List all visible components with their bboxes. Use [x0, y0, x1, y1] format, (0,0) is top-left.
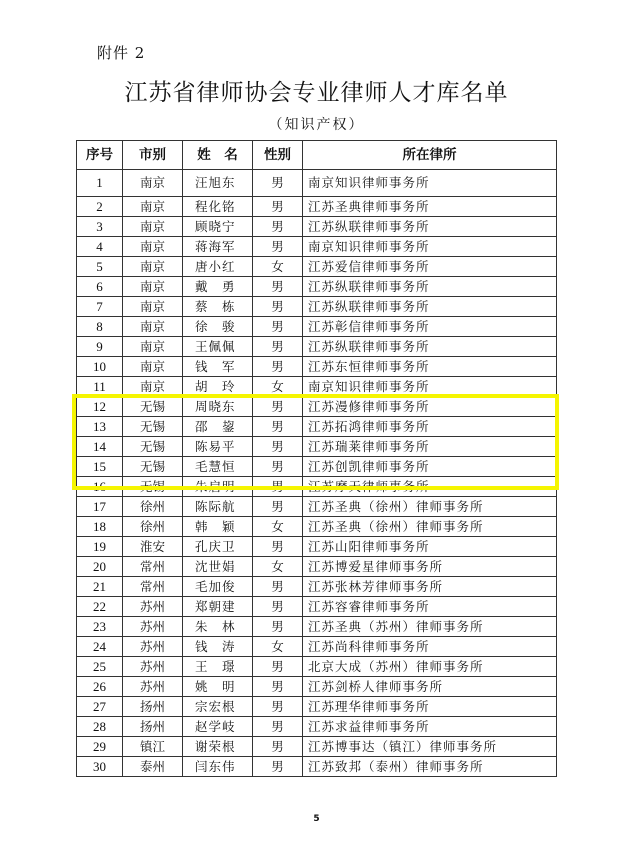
table-row [77, 297, 557, 317]
table-row [77, 417, 557, 437]
name-cell: 王佩佩 [183, 337, 253, 357]
city-cell: 无锡 [123, 397, 183, 417]
row-number: 29 [77, 737, 123, 757]
table-row [77, 757, 557, 777]
row-number: 24 [77, 637, 123, 657]
name-cell: 姚 明 [183, 677, 253, 697]
table-row [77, 557, 557, 577]
row-number: 22 [77, 597, 123, 617]
table-row [77, 170, 557, 197]
name-cell: 陈易平 [183, 437, 253, 457]
city-cell: 无锡 [123, 477, 183, 497]
law-firm-cell: 江苏求益律师事务所 [303, 717, 557, 737]
city-cell: 苏州 [123, 637, 183, 657]
row-number: 4 [77, 237, 123, 257]
city-cell: 徐州 [123, 517, 183, 537]
document-title: 江苏省律师协会专业律师人才库名单 [124, 80, 509, 106]
row-number: 1 [77, 170, 123, 197]
name-cell: 毛慧恒 [183, 457, 253, 477]
row-number: 14 [77, 437, 123, 457]
name-cell: 钱 涛 [183, 637, 253, 657]
table-body [77, 170, 557, 777]
city-cell: 南京 [123, 237, 183, 257]
law-firm-cell: 江苏彰信律师事务所 [303, 317, 557, 337]
row-number: 12 [77, 397, 123, 417]
law-firm-cell: 江苏纵联律师事务所 [303, 337, 557, 357]
table-row [77, 277, 557, 297]
gender-cell: 男 [253, 717, 303, 737]
law-firm-cell: 江苏山阳律师事务所 [303, 537, 557, 557]
law-firm-cell: 江苏尚科律师事务所 [303, 637, 557, 657]
table-row [77, 217, 557, 237]
row-number: 6 [77, 277, 123, 297]
header-city: 市别 [123, 141, 183, 170]
gender-cell: 男 [253, 577, 303, 597]
city-cell: 徐州 [123, 497, 183, 517]
row-number: 20 [77, 557, 123, 577]
city-cell: 南京 [123, 170, 183, 197]
row-number: 10 [77, 357, 123, 377]
row-number: 15 [77, 457, 123, 477]
header-law-firm: 所在律所 [303, 141, 557, 170]
city-cell: 常州 [123, 577, 183, 597]
city-cell: 扬州 [123, 697, 183, 717]
gender-cell: 男 [253, 337, 303, 357]
city-cell: 南京 [123, 317, 183, 337]
row-number: 16 [77, 477, 123, 497]
name-cell: 韩 颖 [183, 517, 253, 537]
gender-cell: 女 [253, 377, 303, 397]
law-firm-cell: 江苏博爱星律师事务所 [303, 557, 557, 577]
gender-cell: 男 [253, 317, 303, 337]
law-firm-cell: 江苏容睿律师事务所 [303, 597, 557, 617]
law-firm-cell: 南京知识律师事务所 [303, 170, 557, 197]
table-row [77, 357, 557, 377]
table-row [77, 697, 557, 717]
city-cell: 扬州 [123, 717, 183, 737]
city-cell: 苏州 [123, 657, 183, 677]
table-row [77, 517, 557, 537]
law-firm-cell: 江苏摩天律师事务所 [303, 477, 557, 497]
law-firm-cell: 江苏纵联律师事务所 [303, 277, 557, 297]
row-number: 9 [77, 337, 123, 357]
city-cell: 苏州 [123, 617, 183, 637]
name-cell: 闫东伟 [183, 757, 253, 777]
row-number: 25 [77, 657, 123, 677]
gender-cell: 男 [253, 277, 303, 297]
city-cell: 南京 [123, 217, 183, 237]
table-row [77, 597, 557, 617]
table-row [77, 717, 557, 737]
law-firm-cell: 北京大成（苏州）律师事务所 [303, 657, 557, 677]
gender-cell: 男 [253, 497, 303, 517]
row-number: 21 [77, 577, 123, 597]
gender-cell: 男 [253, 457, 303, 477]
header-number: 序号 [77, 141, 123, 170]
gender-cell: 男 [253, 537, 303, 557]
name-cell: 蔡 栋 [183, 297, 253, 317]
table-row [77, 637, 557, 657]
table-row [77, 737, 557, 757]
name-cell: 谢荣根 [183, 737, 253, 757]
city-cell: 淮安 [123, 537, 183, 557]
gender-cell: 男 [253, 170, 303, 197]
table-row [77, 577, 557, 597]
row-number: 8 [77, 317, 123, 337]
name-cell: 沈世娟 [183, 557, 253, 577]
name-cell: 钱 军 [183, 357, 253, 377]
name-cell: 顾晓宁 [183, 217, 253, 237]
row-number: 13 [77, 417, 123, 437]
row-number: 5 [77, 257, 123, 277]
gender-cell: 男 [253, 437, 303, 457]
name-cell: 郑朝建 [183, 597, 253, 617]
table-row [77, 197, 557, 217]
table-row [77, 477, 557, 497]
gender-cell: 男 [253, 357, 303, 377]
name-cell: 朱启明 [183, 477, 253, 497]
law-firm-cell: 江苏圣典（苏州）律师事务所 [303, 617, 557, 637]
table-row [77, 677, 557, 697]
law-firm-cell: 江苏博事达（镇江）律师事务所 [303, 737, 557, 757]
table-row [77, 497, 557, 517]
gender-cell: 男 [253, 757, 303, 777]
city-cell: 南京 [123, 297, 183, 317]
law-firm-cell: 江苏爱信律师事务所 [303, 257, 557, 277]
city-cell: 镇江 [123, 737, 183, 757]
table-row [77, 657, 557, 677]
city-cell: 南京 [123, 337, 183, 357]
city-cell: 南京 [123, 357, 183, 377]
gender-cell: 男 [253, 477, 303, 497]
page-number: 5 [313, 814, 320, 824]
name-cell: 周晓东 [183, 397, 253, 417]
name-cell: 唐小红 [183, 257, 253, 277]
gender-cell: 女 [253, 637, 303, 657]
gender-cell: 男 [253, 657, 303, 677]
city-cell: 苏州 [123, 677, 183, 697]
row-number: 27 [77, 697, 123, 717]
row-number: 19 [77, 537, 123, 557]
name-cell: 朱 林 [183, 617, 253, 637]
city-cell: 南京 [123, 257, 183, 277]
attachment-label: 附件 2 [97, 44, 146, 62]
name-cell: 毛加俊 [183, 577, 253, 597]
city-cell: 无锡 [123, 437, 183, 457]
lawyer-roster-table [76, 140, 557, 777]
law-firm-cell: 江苏理华律师事务所 [303, 697, 557, 717]
law-firm-cell: 江苏纵联律师事务所 [303, 297, 557, 317]
header-gender: 性别 [253, 141, 303, 170]
table-row [77, 537, 557, 557]
name-cell: 宗宏根 [183, 697, 253, 717]
law-firm-cell: 江苏拓鸿律师事务所 [303, 417, 557, 437]
name-cell: 程化铭 [183, 197, 253, 217]
name-cell: 邵 鋆 [183, 417, 253, 437]
table-row [77, 437, 557, 457]
city-cell: 南京 [123, 197, 183, 217]
name-cell: 徐 骏 [183, 317, 253, 337]
city-cell: 泰州 [123, 757, 183, 777]
gender-cell: 男 [253, 297, 303, 317]
law-firm-cell: 南京知识律师事务所 [303, 377, 557, 397]
row-number: 2 [77, 197, 123, 217]
law-firm-cell: 南京知识律师事务所 [303, 237, 557, 257]
table-row [77, 617, 557, 637]
row-number: 28 [77, 717, 123, 737]
name-cell: 陈际航 [183, 497, 253, 517]
row-number: 23 [77, 617, 123, 637]
law-firm-cell: 江苏纵联律师事务所 [303, 217, 557, 237]
row-number: 30 [77, 757, 123, 777]
table-row [77, 397, 557, 417]
table-header-row [77, 141, 557, 170]
gender-cell: 男 [253, 677, 303, 697]
table-row [77, 377, 557, 397]
law-firm-cell: 江苏圣典律师事务所 [303, 197, 557, 217]
gender-cell: 男 [253, 737, 303, 757]
gender-cell: 男 [253, 237, 303, 257]
gender-cell: 男 [253, 597, 303, 617]
name-cell: 汪旭东 [183, 170, 253, 197]
table-row [77, 317, 557, 337]
row-number: 26 [77, 677, 123, 697]
row-number: 18 [77, 517, 123, 537]
row-number: 17 [77, 497, 123, 517]
gender-cell: 男 [253, 217, 303, 237]
table-row [77, 257, 557, 277]
gender-cell: 男 [253, 417, 303, 437]
law-firm-cell: 江苏圣典（徐州）律师事务所 [303, 517, 557, 537]
header-name: 姓 名 [183, 141, 253, 170]
city-cell: 无锡 [123, 417, 183, 437]
law-firm-cell: 江苏漫修律师事务所 [303, 397, 557, 417]
gender-cell: 男 [253, 697, 303, 717]
gender-cell: 男 [253, 197, 303, 217]
name-cell: 王 璟 [183, 657, 253, 677]
gender-cell: 女 [253, 557, 303, 577]
name-cell: 戴 勇 [183, 277, 253, 297]
law-firm-cell: 江苏致邦（泰州）律师事务所 [303, 757, 557, 777]
city-cell: 常州 [123, 557, 183, 577]
gender-cell: 男 [253, 617, 303, 637]
table-row [77, 237, 557, 257]
name-cell: 赵学岐 [183, 717, 253, 737]
law-firm-cell: 江苏创凯律师事务所 [303, 457, 557, 477]
table-row [77, 337, 557, 357]
document-subtitle: （知识产权） [268, 117, 365, 133]
name-cell: 蒋海军 [183, 237, 253, 257]
gender-cell: 女 [253, 517, 303, 537]
row-number: 11 [77, 377, 123, 397]
city-cell: 无锡 [123, 457, 183, 477]
law-firm-cell: 江苏瑞莱律师事务所 [303, 437, 557, 457]
gender-cell: 女 [253, 257, 303, 277]
name-cell: 孔庆卫 [183, 537, 253, 557]
row-number: 3 [77, 217, 123, 237]
law-firm-cell: 江苏剑桥人律师事务所 [303, 677, 557, 697]
table-row [77, 457, 557, 477]
row-number: 7 [77, 297, 123, 317]
city-cell: 南京 [123, 277, 183, 297]
law-firm-cell: 江苏圣典（徐州）律师事务所 [303, 497, 557, 517]
gender-cell: 男 [253, 397, 303, 417]
law-firm-cell: 江苏张林芳律师事务所 [303, 577, 557, 597]
law-firm-cell: 江苏东恒律师事务所 [303, 357, 557, 377]
city-cell: 苏州 [123, 597, 183, 617]
city-cell: 南京 [123, 377, 183, 397]
name-cell: 胡 玲 [183, 377, 253, 397]
